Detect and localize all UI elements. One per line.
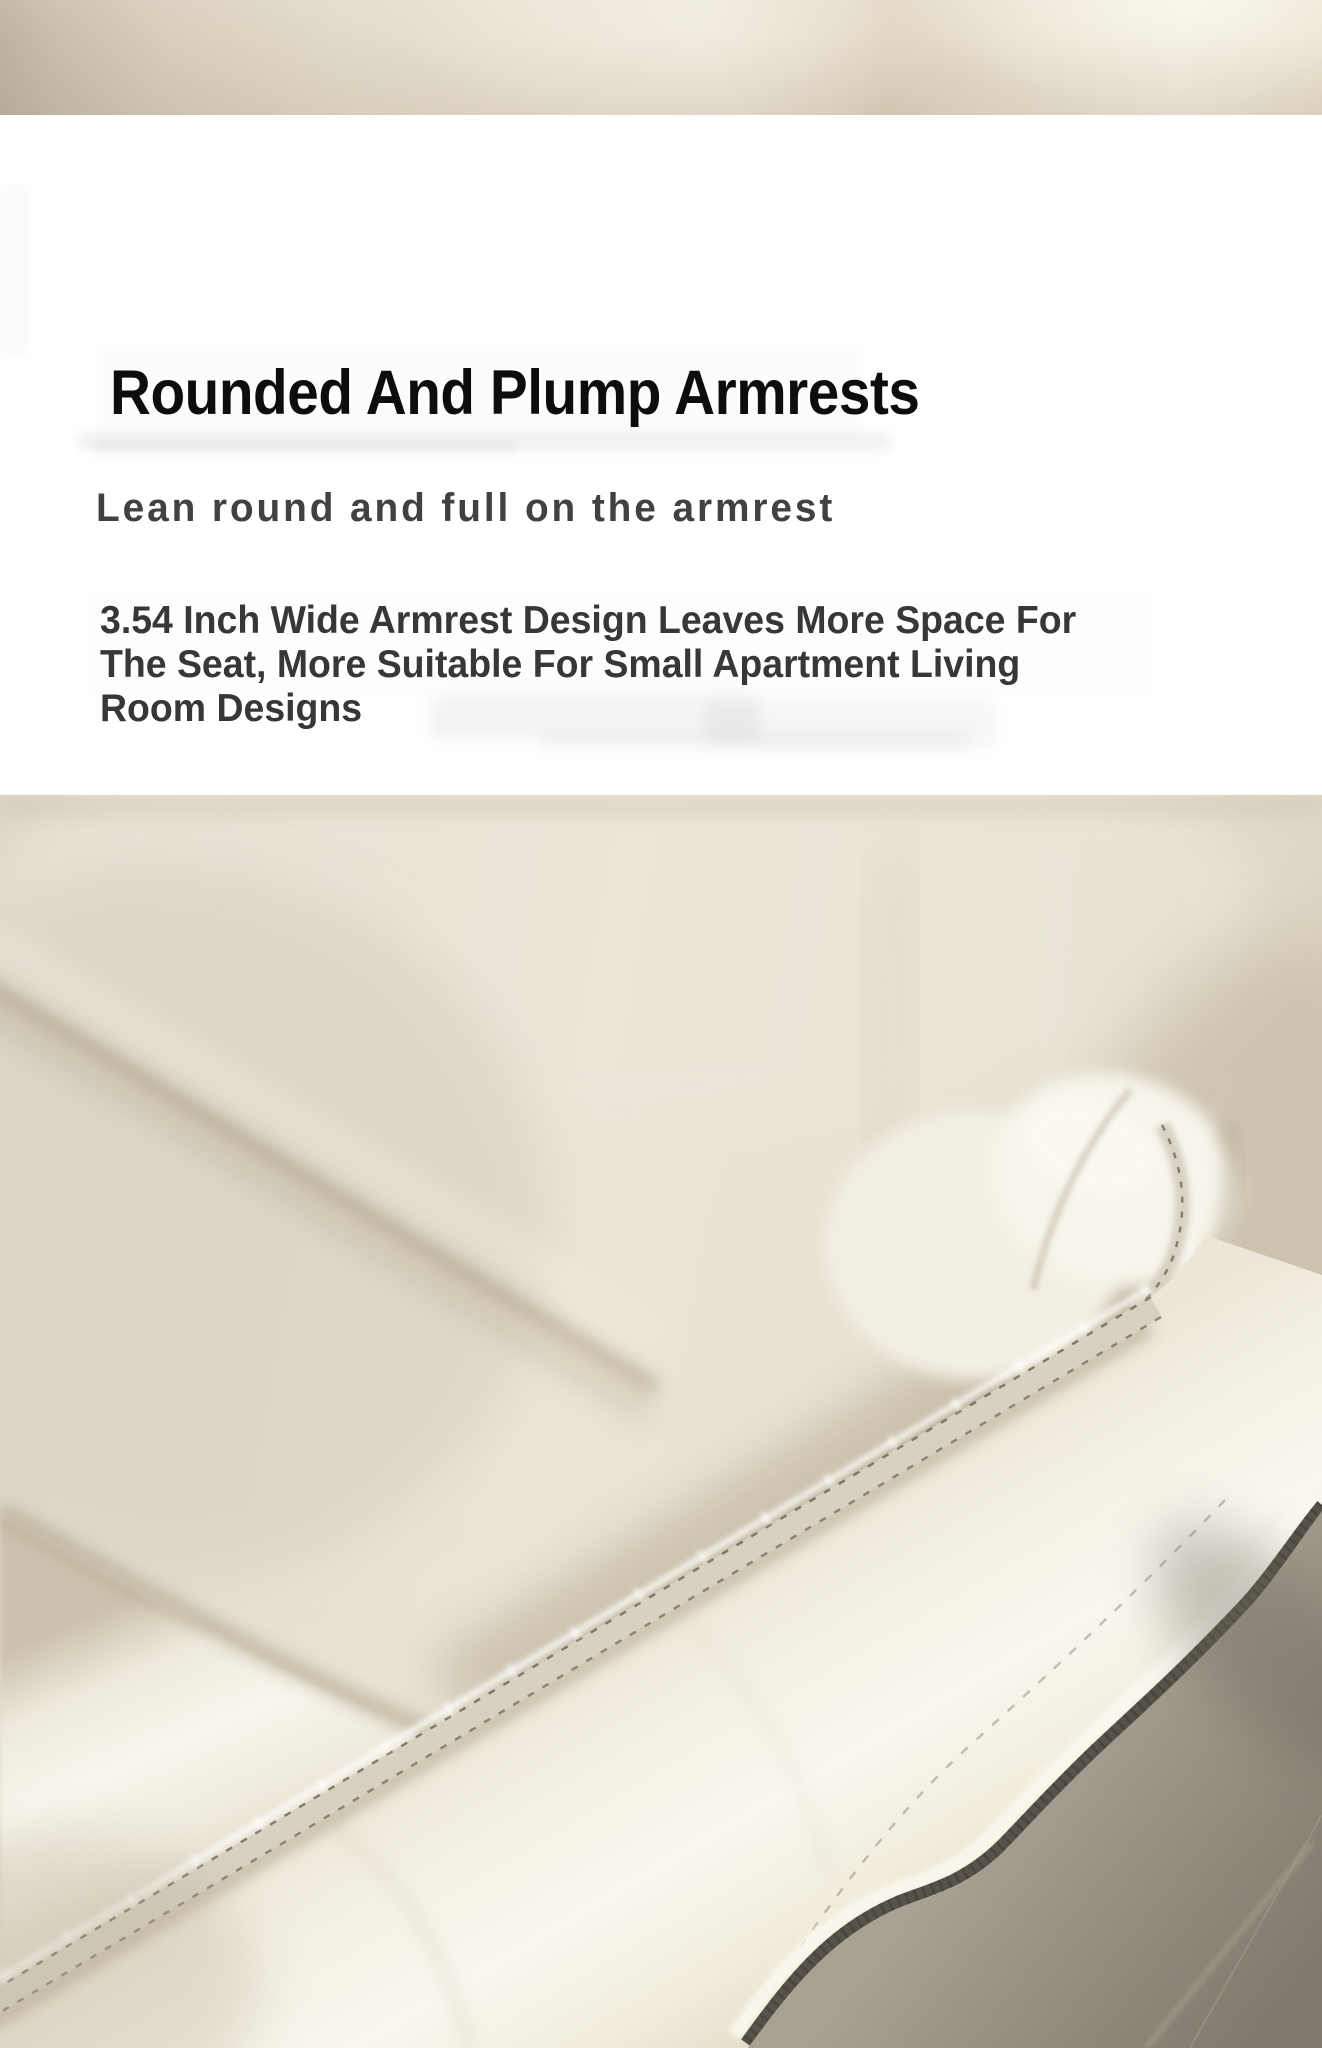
heading-smudge-artifact-2 bbox=[95, 442, 515, 452]
armrest-photo bbox=[0, 795, 1322, 2048]
armrest-photo-illustration bbox=[0, 795, 1322, 2048]
left-edge-artifact bbox=[0, 185, 30, 355]
description-line-2: The Seat, More Suitable For Small Apartment Living bbox=[100, 643, 1021, 686]
top-banner-image bbox=[0, 0, 1322, 115]
banner-blur-layer bbox=[0, 0, 1322, 115]
feature-copy-section bbox=[0, 115, 1322, 795]
feature-heading: Rounded And Plump Armrests bbox=[110, 358, 920, 428]
description-line-3: Room Designs bbox=[100, 687, 363, 730]
ghost-artifact-3 bbox=[540, 733, 970, 749]
description-line-1: 3.54 Inch Wide Armrest Design Leaves More Space For bbox=[100, 599, 1077, 642]
photo-top-edge-shade bbox=[0, 795, 1322, 817]
feature-subtitle: Lean round and full on the armrest bbox=[96, 486, 836, 530]
